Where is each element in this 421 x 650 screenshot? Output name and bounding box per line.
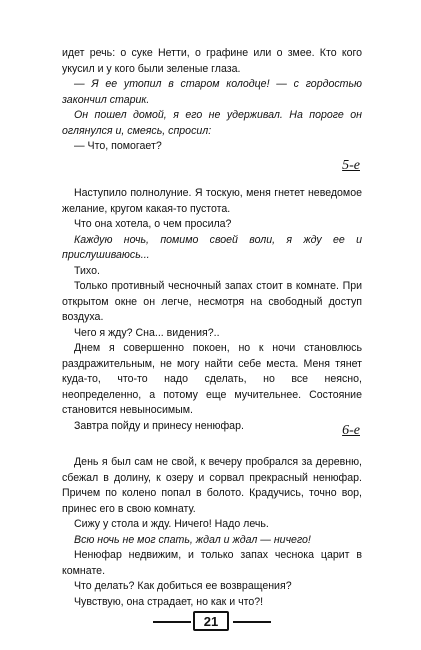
folio-rule-left [153,621,191,623]
paragraph: — Что, помогает? [74,140,162,152]
paragraph: Чувствую, она страдает, но как и что?! [74,595,264,608]
paragraph: Что она хотела, о чем просила? [74,218,232,230]
text-block-1 [62,46,362,155]
section-heading-6: 6-е [342,423,360,438]
paragraph: идет речь: о суке Нетти, о графине или о змее. Кто кого укусил и у кого были зеленые глаза. [62,47,362,75]
paragraph: Сижу у стола и жду. Ничего! Надо лечь. [74,518,269,530]
paragraph: Каждую ночь, помимо своей воли, я жду ее и прислушиваюсь... [62,233,362,261]
paragraph: Завтра пойду и принесу ненюфар. [74,419,244,432]
paragraph: — Я ее утопил в старом колодце! — с гордостью закончил старик. [62,78,362,106]
paragraph: Всю ночь не мог спать, ждал и ждал — ничего! [74,533,311,546]
paragraph: Наступило полнолуние. Я тоскую, меня гнетет неведомое желание, кругом какая-то пустота. [62,187,362,215]
section-heading-5: 5-е [342,158,360,173]
paragraph: Тихо. [74,264,100,277]
paragraph: Только противный чесночный запах стоит в комнате. При открытом окне он легче, несмотря на свободный доступ воздуха. [62,280,362,323]
paragraph: Что делать? Как добиться ее возвращения? [74,580,292,592]
page-number-frame [153,611,271,633]
paragraph: Ненюфар недвижим, и только запах чеснока царит в комнате. [62,549,362,577]
text-block-3 [62,455,362,610]
folio-rule-right [233,621,271,623]
page-number: 21 [193,611,229,631]
paragraph: Он пошел домой, я его не удерживал. На пороге он оглянулся и, смеясь, спросил: [62,109,362,137]
paragraph: Днем я совершенно покоен, но к ночи становлюсь раздражительным, не могу найти себе места. Меня тянет куда-то, что-то надо сделать, но все неясно, неопределенно, а потому еще мучительнее. Состояние становится невыносимым. [62,342,362,416]
paragraph: Чего я жду? Сна... видения?.. [74,326,220,339]
text-block-2 [62,186,362,434]
paragraph: День я был сам не свой, к вечеру пробрался за деревню, сбежал в долину, к озеру и сорвал прекрасный ненюфар. Причем по колено попал в болото. Крадучись, точно вор, принес его в свою комнату. [62,456,362,515]
